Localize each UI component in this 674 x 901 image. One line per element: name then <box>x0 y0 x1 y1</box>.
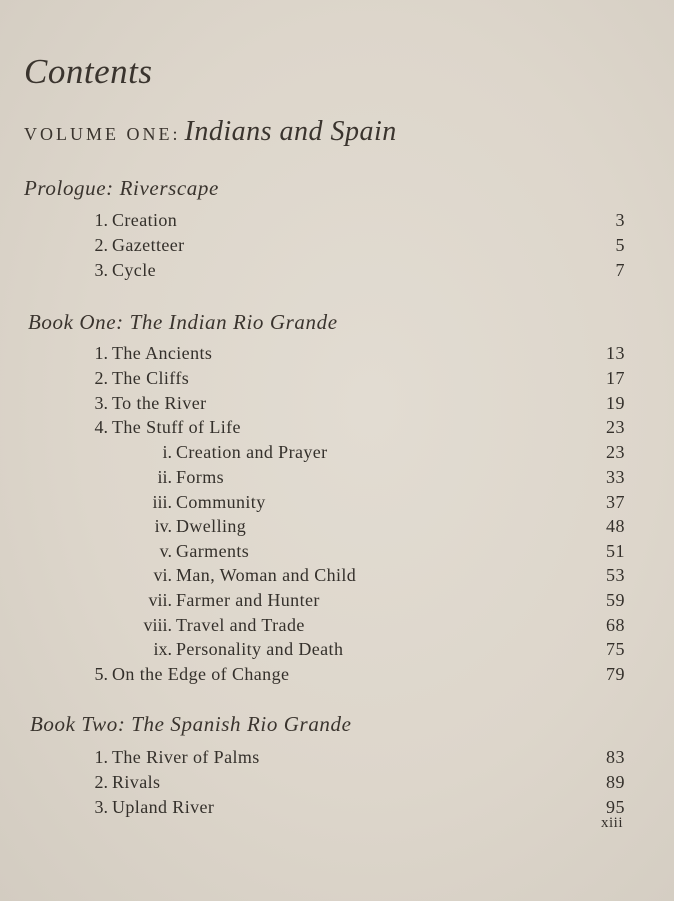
entry-number: viii. <box>143 615 172 635</box>
section-heading-book-two: Book Two: The Spanish Rio Grande <box>30 712 352 736</box>
entry-label: Man, Woman and Child <box>176 565 357 585</box>
entry-label: Farmer and Hunter <box>176 590 320 610</box>
entry-page: 75 <box>606 639 625 659</box>
entry-number: ix. <box>153 639 172 659</box>
entry-page: 23 <box>606 417 625 437</box>
entry-label: The Stuff of Life <box>112 417 241 437</box>
volume-heading <box>24 116 397 148</box>
toc-entry <box>0 662 674 686</box>
toc-subentry <box>0 563 674 587</box>
entry-number: 5. <box>94 664 108 684</box>
toc-entry <box>0 233 674 257</box>
entry-number: vii. <box>148 590 172 610</box>
entry-page: 5 <box>615 235 625 255</box>
toc-subentry <box>0 613 674 637</box>
entry-number: ii. <box>157 467 172 487</box>
entry-label: The Ancients <box>112 343 213 363</box>
entry-label: Forms <box>176 467 225 487</box>
entry-number: v. <box>159 541 172 561</box>
toc-entry <box>0 745 674 769</box>
entry-page: 48 <box>606 516 625 536</box>
toc-entry <box>0 366 674 390</box>
entry-number: 4. <box>94 417 108 437</box>
entry-page: 68 <box>606 615 625 635</box>
entry-number: vi. <box>153 565 172 585</box>
entry-label: Dwelling <box>176 516 247 536</box>
entry-page: 23 <box>606 442 625 462</box>
entry-label: The River of Palms <box>112 747 260 767</box>
toc-subentry <box>0 539 674 563</box>
toc-entry <box>0 208 674 232</box>
page-title: Contents <box>24 52 153 91</box>
entry-number: i. <box>162 442 172 462</box>
entry-number: iii. <box>152 492 172 512</box>
entry-label: Rivals <box>112 772 161 792</box>
page-folio: xiii <box>600 815 623 831</box>
entry-label: Garments <box>176 541 250 561</box>
entry-label: Gazetteer <box>112 235 185 255</box>
entry-label: Personality and Death <box>176 639 344 659</box>
entry-label: Cycle <box>112 260 156 280</box>
entry-number: 2. <box>94 368 108 388</box>
toc-subentry <box>0 465 674 489</box>
entry-page: 83 <box>606 747 625 767</box>
entry-page: 17 <box>606 368 625 388</box>
volume-subtitle: Indians and Spain <box>184 116 397 147</box>
entry-label: To the River <box>112 393 207 413</box>
toc-entry <box>0 341 674 365</box>
toc-entry <box>0 795 674 819</box>
toc-subentry <box>0 490 674 514</box>
entry-label: Travel and Trade <box>176 615 305 635</box>
entry-number: 3. <box>94 393 108 413</box>
entry-page: 95 <box>606 797 625 817</box>
entry-page: 51 <box>606 541 625 561</box>
entry-page: 89 <box>606 772 625 792</box>
entry-page: 37 <box>606 492 625 512</box>
entry-number: 2. <box>94 772 108 792</box>
entry-number: 3. <box>94 797 108 817</box>
entry-label: The Cliffs <box>112 368 190 388</box>
entry-label: Creation and Prayer <box>176 442 328 462</box>
entry-page: 33 <box>606 467 625 487</box>
toc-subentry <box>0 514 674 538</box>
section-heading-book-one: Book One: The Indian Rio Grande <box>28 310 338 334</box>
entry-page: 53 <box>606 565 625 585</box>
toc-subentry <box>0 588 674 612</box>
entry-page: 7 <box>615 260 625 280</box>
toc-entry <box>0 770 674 794</box>
entry-label: Upland River <box>112 797 215 817</box>
entry-page: 13 <box>606 343 625 363</box>
entry-number: 3. <box>94 260 108 280</box>
entry-number: 1. <box>94 747 108 767</box>
section-heading-prologue: Prologue: Riverscape <box>24 176 219 200</box>
entry-page: 3 <box>615 210 625 230</box>
toc-entry <box>0 391 674 415</box>
toc-subentry <box>0 637 674 661</box>
entry-label: On the Edge of Change <box>112 664 290 684</box>
volume-label: VOLUME ONE: <box>24 124 181 144</box>
toc-subentry <box>0 440 674 464</box>
entry-number: 2. <box>94 235 108 255</box>
entry-page: 79 <box>606 664 625 684</box>
entry-label: Community <box>176 492 266 512</box>
toc-entry <box>0 415 674 439</box>
entry-number: 1. <box>94 210 108 230</box>
toc-entry <box>0 258 674 282</box>
entry-page: 59 <box>606 590 625 610</box>
entry-page: 19 <box>606 393 625 413</box>
entry-number: 1. <box>94 343 108 363</box>
entry-label: Creation <box>112 210 178 230</box>
entry-number: iv. <box>154 516 172 536</box>
